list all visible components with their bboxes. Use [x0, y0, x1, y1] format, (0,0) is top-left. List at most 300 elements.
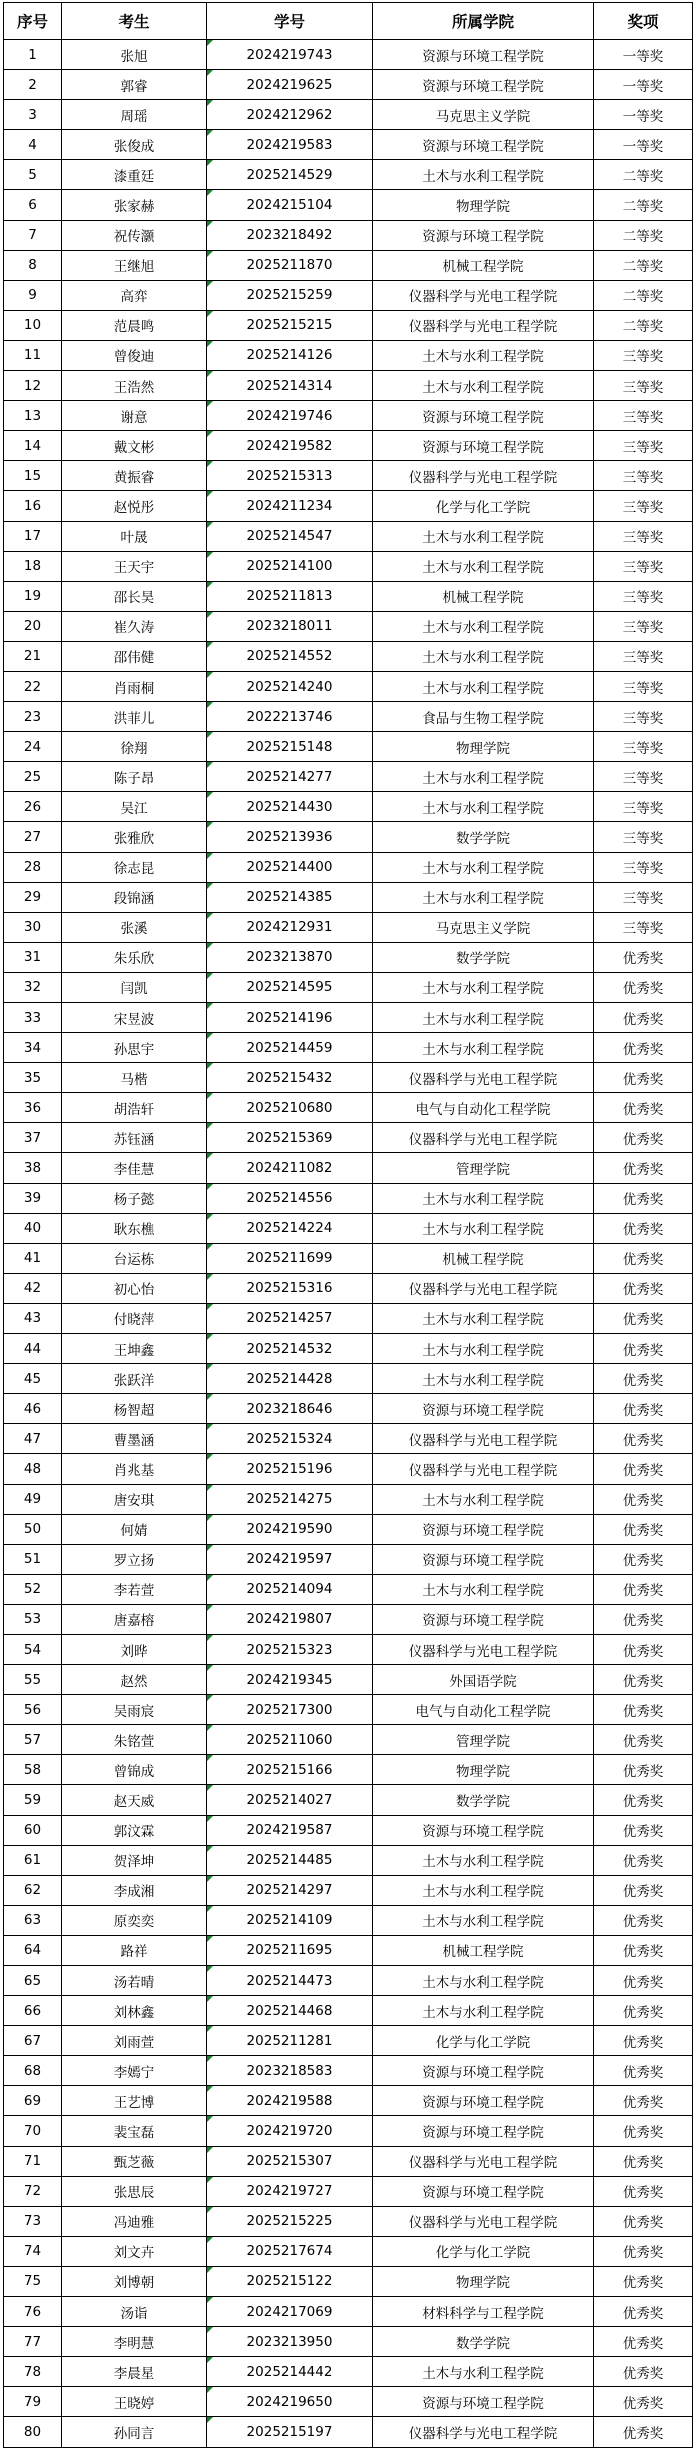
- cell-award: 优秀奖: [594, 1273, 693, 1303]
- cell-student-id: 2025214430: [207, 792, 373, 822]
- cell-college: 外国语学院: [373, 1665, 594, 1695]
- cell-index: 8: [4, 250, 62, 280]
- table-row: [4, 1695, 693, 1725]
- cell-student: 段锦涵: [62, 882, 207, 912]
- cell-student: 闫凯: [62, 972, 207, 1002]
- cell-index: 42: [4, 1273, 62, 1303]
- table-row: [4, 2116, 693, 2146]
- cell-student-id: 2024219587: [207, 1815, 373, 1845]
- cell-student: 王继旭: [62, 250, 207, 280]
- cell-college: 资源与环境工程学院: [373, 40, 594, 70]
- cell-student-id: 2025214428: [207, 1364, 373, 1394]
- cell-college: 机械工程学院: [373, 1935, 594, 1965]
- table-row: [4, 912, 693, 942]
- cell-index: 54: [4, 1634, 62, 1664]
- cell-student-id: 2025215324: [207, 1424, 373, 1454]
- cell-student: 邵伟健: [62, 641, 207, 671]
- cell-index: 78: [4, 2357, 62, 2387]
- cell-student: 曾俊迪: [62, 340, 207, 370]
- header-index: 序号: [4, 3, 62, 40]
- cell-award: 三等奖: [594, 732, 693, 762]
- cell-award: 一等奖: [594, 130, 693, 160]
- cell-index: 57: [4, 1725, 62, 1755]
- table-row: [4, 1273, 693, 1303]
- cell-index: 32: [4, 972, 62, 1002]
- cell-college: 土木与水利工程学院: [373, 340, 594, 370]
- cell-index: 61: [4, 1845, 62, 1875]
- cell-student-id: 2025215166: [207, 1755, 373, 1785]
- table-row: [4, 1996, 693, 2026]
- cell-index: 14: [4, 431, 62, 461]
- cell-student: 初心怡: [62, 1273, 207, 1303]
- table-row: [4, 1243, 693, 1273]
- cell-student: 陈子昂: [62, 762, 207, 792]
- table-row: [4, 1665, 693, 1695]
- table-row: [4, 2357, 693, 2387]
- cell-index: 68: [4, 2056, 62, 2086]
- cell-index: 1: [4, 40, 62, 70]
- cell-college: 仪器科学与光电工程学院: [373, 310, 594, 340]
- header-student-id: 学号: [207, 3, 373, 40]
- cell-award: 优秀奖: [594, 1093, 693, 1123]
- cell-award: 二等奖: [594, 250, 693, 280]
- cell-award: 二等奖: [594, 280, 693, 310]
- cell-college: 土木与水利工程学院: [373, 1183, 594, 1213]
- cell-college: 土木与水利工程学院: [373, 1364, 594, 1394]
- cell-college: 物理学院: [373, 190, 594, 220]
- cell-college: 仪器科学与光电工程学院: [373, 1424, 594, 1454]
- table-row: [4, 1033, 693, 1063]
- cell-student: 刘晔: [62, 1634, 207, 1664]
- cell-student: 宋昱波: [62, 1003, 207, 1033]
- cell-student-id: 2024211082: [207, 1153, 373, 1183]
- cell-student: 曹墨涵: [62, 1424, 207, 1454]
- award-list-sheet: [3, 2, 693, 2448]
- table-row: [4, 521, 693, 551]
- cell-index: 5: [4, 160, 62, 190]
- cell-award: 二等奖: [594, 310, 693, 340]
- cell-student: 漆重廷: [62, 160, 207, 190]
- cell-award: 三等奖: [594, 551, 693, 581]
- table-row: [4, 762, 693, 792]
- cell-index: 17: [4, 521, 62, 551]
- cell-college: 仪器科学与光电工程学院: [373, 2417, 594, 2447]
- cell-student-id: 2025214094: [207, 1574, 373, 1604]
- table-row: [4, 1845, 693, 1875]
- cell-award: 优秀奖: [594, 1334, 693, 1364]
- cell-student-id: 2025214100: [207, 551, 373, 581]
- cell-index: 58: [4, 1755, 62, 1785]
- cell-college: 物理学院: [373, 732, 594, 762]
- cell-student: 张跃洋: [62, 1364, 207, 1394]
- cell-student: 马楷: [62, 1063, 207, 1093]
- cell-index: 69: [4, 2086, 62, 2116]
- header-award: 奖项: [594, 3, 693, 40]
- cell-student: 邵长昊: [62, 581, 207, 611]
- table-row: [4, 1544, 693, 1574]
- cell-index: 4: [4, 130, 62, 160]
- cell-student-id: 2024219746: [207, 401, 373, 431]
- cell-index: 20: [4, 611, 62, 641]
- cell-index: 13: [4, 401, 62, 431]
- table-row: [4, 1875, 693, 1905]
- cell-student-id: 2025214314: [207, 371, 373, 401]
- table-row: [4, 551, 693, 581]
- cell-student-id: 2025214459: [207, 1033, 373, 1063]
- table-row: [4, 2236, 693, 2266]
- header-college: 所属学院: [373, 3, 594, 40]
- cell-college: 土木与水利工程学院: [373, 1966, 594, 1996]
- cell-college: 仪器科学与光电工程学院: [373, 461, 594, 491]
- table-row: [4, 100, 693, 130]
- cell-index: 44: [4, 1334, 62, 1364]
- cell-student-id: 2025217674: [207, 2236, 373, 2266]
- table-row: [4, 220, 693, 250]
- cell-student-id: 2025214109: [207, 1905, 373, 1935]
- cell-award: 优秀奖: [594, 2176, 693, 2206]
- cell-college: 土木与水利工程学院: [373, 1213, 594, 1243]
- cell-student-id: 2024212962: [207, 100, 373, 130]
- award-table: [3, 2, 693, 2448]
- table-row: [4, 190, 693, 220]
- cell-student-id: 2025215197: [207, 2417, 373, 2447]
- cell-index: 9: [4, 280, 62, 310]
- cell-student-id: 2024219597: [207, 1544, 373, 1574]
- cell-index: 34: [4, 1033, 62, 1063]
- cell-college: 数学学院: [373, 942, 594, 972]
- cell-college: 仪器科学与光电工程学院: [373, 1063, 594, 1093]
- cell-student: 李晨星: [62, 2357, 207, 2387]
- cell-student-id: 2025215148: [207, 732, 373, 762]
- cell-index: 37: [4, 1123, 62, 1153]
- cell-award: 优秀奖: [594, 1063, 693, 1093]
- table-row: [4, 1183, 693, 1213]
- cell-student: 路祥: [62, 1935, 207, 1965]
- header-student: 考生: [62, 3, 207, 40]
- cell-award: 优秀奖: [594, 2206, 693, 2236]
- cell-index: 52: [4, 1574, 62, 1604]
- cell-index: 47: [4, 1424, 62, 1454]
- cell-college: 资源与环境工程学院: [373, 130, 594, 160]
- cell-student: 刘博朝: [62, 2266, 207, 2296]
- cell-student: 曾锦成: [62, 1755, 207, 1785]
- cell-college: 土木与水利工程学院: [373, 1845, 594, 1875]
- cell-index: 23: [4, 702, 62, 732]
- cell-index: 39: [4, 1183, 62, 1213]
- cell-college: 土木与水利工程学院: [373, 160, 594, 190]
- cell-college: 马克思主义学院: [373, 100, 594, 130]
- cell-award: 优秀奖: [594, 942, 693, 972]
- cell-award: 优秀奖: [594, 1815, 693, 1845]
- cell-index: 49: [4, 1484, 62, 1514]
- cell-index: 12: [4, 371, 62, 401]
- cell-student-id: 2024219720: [207, 2116, 373, 2146]
- cell-index: 6: [4, 190, 62, 220]
- cell-student: 甄芝薇: [62, 2146, 207, 2176]
- cell-award: 一等奖: [594, 70, 693, 100]
- cell-student-id: 2025214297: [207, 1875, 373, 1905]
- cell-college: 资源与环境工程学院: [373, 401, 594, 431]
- cell-student-id: 2025211695: [207, 1935, 373, 1965]
- cell-award: 三等奖: [594, 461, 693, 491]
- table-row: [4, 1966, 693, 1996]
- table-row: [4, 1424, 693, 1454]
- cell-student: 赵天威: [62, 1785, 207, 1815]
- cell-index: 62: [4, 1875, 62, 1905]
- cell-student-id: 2024219590: [207, 1514, 373, 1544]
- cell-student-id: 2024219743: [207, 40, 373, 70]
- cell-award: 优秀奖: [594, 1544, 693, 1574]
- cell-index: 65: [4, 1966, 62, 1996]
- cell-college: 土木与水利工程学院: [373, 1996, 594, 2026]
- table-row: [4, 972, 693, 1002]
- cell-student-id: 2025214027: [207, 1785, 373, 1815]
- cell-award: 优秀奖: [594, 1634, 693, 1664]
- cell-student-id: 2023218011: [207, 611, 373, 641]
- cell-award: 优秀奖: [594, 1424, 693, 1454]
- cell-student: 原奕奕: [62, 1905, 207, 1935]
- cell-student: 苏钰涵: [62, 1123, 207, 1153]
- cell-award: 优秀奖: [594, 1574, 693, 1604]
- cell-index: 59: [4, 1785, 62, 1815]
- cell-student-id: 2025211870: [207, 250, 373, 280]
- cell-award: 优秀奖: [594, 2026, 693, 2056]
- table-row: [4, 641, 693, 671]
- cell-student: 杨子懿: [62, 1183, 207, 1213]
- table-row: [4, 1725, 693, 1755]
- table-row: [4, 1755, 693, 1785]
- cell-student-id: 2025214473: [207, 1966, 373, 1996]
- cell-index: 24: [4, 732, 62, 762]
- header-row: [4, 3, 693, 40]
- cell-student-id: 2023218583: [207, 2056, 373, 2086]
- cell-award: 三等奖: [594, 822, 693, 852]
- cell-index: 51: [4, 1544, 62, 1574]
- cell-student: 赵悦彤: [62, 491, 207, 521]
- cell-index: 66: [4, 1996, 62, 2026]
- cell-student: 崔久涛: [62, 611, 207, 641]
- cell-college: 马克思主义学院: [373, 912, 594, 942]
- cell-award: 三等奖: [594, 641, 693, 671]
- cell-award: 三等奖: [594, 882, 693, 912]
- table-row: [4, 882, 693, 912]
- table-row: [4, 1514, 693, 1544]
- cell-student: 张旭: [62, 40, 207, 70]
- cell-award: 三等奖: [594, 671, 693, 701]
- cell-index: 40: [4, 1213, 62, 1243]
- cell-index: 22: [4, 671, 62, 701]
- cell-college: 物理学院: [373, 2266, 594, 2296]
- cell-student-id: 2025214595: [207, 972, 373, 1002]
- cell-award: 优秀奖: [594, 1303, 693, 1333]
- table-row: [4, 40, 693, 70]
- cell-student: 高弈: [62, 280, 207, 310]
- cell-student-id: 2024215104: [207, 190, 373, 220]
- cell-student: 胡浩轩: [62, 1093, 207, 1123]
- table-row: [4, 2026, 693, 2056]
- cell-student: 郭睿: [62, 70, 207, 100]
- cell-award: 优秀奖: [594, 1755, 693, 1785]
- table-row: [4, 581, 693, 611]
- cell-award: 三等奖: [594, 431, 693, 461]
- cell-student: 汤诣: [62, 2297, 207, 2327]
- cell-student: 李成湘: [62, 1875, 207, 1905]
- table-row: [4, 461, 693, 491]
- table-row: [4, 280, 693, 310]
- table-row: [4, 2387, 693, 2417]
- table-row: [4, 310, 693, 340]
- cell-student-id: 2025211813: [207, 581, 373, 611]
- cell-student: 贺泽坤: [62, 1845, 207, 1875]
- cell-award: 三等奖: [594, 340, 693, 370]
- cell-student-id: 2023213870: [207, 942, 373, 972]
- cell-student-id: 2025214442: [207, 2357, 373, 2387]
- table-row: [4, 1213, 693, 1243]
- cell-student-id: 2025215215: [207, 310, 373, 340]
- table-row: [4, 1123, 693, 1153]
- cell-student-id: 2025214529: [207, 160, 373, 190]
- table-row: [4, 2327, 693, 2357]
- table-row: [4, 732, 693, 762]
- table-row: [4, 1153, 693, 1183]
- cell-award: 优秀奖: [594, 2266, 693, 2296]
- cell-student-id: 2025214485: [207, 1845, 373, 1875]
- cell-college: 资源与环境工程学院: [373, 431, 594, 461]
- cell-student: 黄振睿: [62, 461, 207, 491]
- cell-student-id: 2024219345: [207, 1665, 373, 1695]
- table-row: [4, 1484, 693, 1514]
- table-row: [4, 2297, 693, 2327]
- cell-student: 肖兆基: [62, 1454, 207, 1484]
- cell-college: 仪器科学与光电工程学院: [373, 1454, 594, 1484]
- cell-student-id: 2022213746: [207, 702, 373, 732]
- cell-student-id: 2025213936: [207, 822, 373, 852]
- cell-student: 王艺博: [62, 2086, 207, 2116]
- cell-college: 土木与水利工程学院: [373, 641, 594, 671]
- cell-student-id: 2025211060: [207, 1725, 373, 1755]
- cell-award: 优秀奖: [594, 2417, 693, 2447]
- cell-award: 三等奖: [594, 611, 693, 641]
- cell-student-id: 2025214532: [207, 1334, 373, 1364]
- table-row: [4, 2146, 693, 2176]
- cell-index: 10: [4, 310, 62, 340]
- cell-index: 2: [4, 70, 62, 100]
- cell-award: 优秀奖: [594, 1935, 693, 1965]
- cell-award: 三等奖: [594, 702, 693, 732]
- cell-index: 46: [4, 1394, 62, 1424]
- cell-index: 53: [4, 1604, 62, 1634]
- cell-award: 一等奖: [594, 40, 693, 70]
- cell-award: 二等奖: [594, 190, 693, 220]
- table-row: [4, 70, 693, 100]
- cell-award: 优秀奖: [594, 1695, 693, 1725]
- cell-college: 管理学院: [373, 1153, 594, 1183]
- cell-student-id: 2025214275: [207, 1484, 373, 1514]
- table-row: [4, 1093, 693, 1123]
- cell-college: 土木与水利工程学院: [373, 1574, 594, 1604]
- cell-student: 徐翔: [62, 732, 207, 762]
- cell-student-id: 2024211234: [207, 491, 373, 521]
- cell-student: 张思辰: [62, 2176, 207, 2206]
- cell-college: 资源与环境工程学院: [373, 2056, 594, 2086]
- cell-college: 土木与水利工程学院: [373, 972, 594, 1002]
- cell-college: 材料科学与工程学院: [373, 2297, 594, 2327]
- cell-student-id: 2025214547: [207, 521, 373, 551]
- cell-student: 范晨鸣: [62, 310, 207, 340]
- cell-award: 优秀奖: [594, 1966, 693, 1996]
- cell-award: 优秀奖: [594, 1514, 693, 1544]
- cell-student: 王晓婷: [62, 2387, 207, 2417]
- cell-student-id: 2024217069: [207, 2297, 373, 2327]
- cell-college: 管理学院: [373, 1725, 594, 1755]
- cell-college: 资源与环境工程学院: [373, 2116, 594, 2146]
- cell-college: 机械工程学院: [373, 250, 594, 280]
- cell-student: 周瑶: [62, 100, 207, 130]
- cell-award: 优秀奖: [594, 1213, 693, 1243]
- cell-index: 70: [4, 2116, 62, 2146]
- cell-student-id: 2025214552: [207, 641, 373, 671]
- table-row: [4, 1785, 693, 1815]
- cell-award: 优秀奖: [594, 1905, 693, 1935]
- cell-award: 优秀奖: [594, 1875, 693, 1905]
- cell-index: 72: [4, 2176, 62, 2206]
- cell-index: 50: [4, 1514, 62, 1544]
- cell-award: 优秀奖: [594, 1364, 693, 1394]
- cell-award: 优秀奖: [594, 1845, 693, 1875]
- cell-award: 三等奖: [594, 371, 693, 401]
- cell-award: 优秀奖: [594, 1725, 693, 1755]
- cell-student: 祝传灏: [62, 220, 207, 250]
- cell-college: 土木与水利工程学院: [373, 1905, 594, 1935]
- cell-award: 优秀奖: [594, 2056, 693, 2086]
- table-row: [4, 852, 693, 882]
- cell-college: 资源与环境工程学院: [373, 70, 594, 100]
- cell-index: 26: [4, 792, 62, 822]
- cell-student: 肖雨桐: [62, 671, 207, 701]
- cell-index: 75: [4, 2266, 62, 2296]
- table-row: [4, 401, 693, 431]
- cell-college: 土木与水利工程学院: [373, 671, 594, 701]
- cell-award: 优秀奖: [594, 1033, 693, 1063]
- cell-student: 汤若晴: [62, 1966, 207, 1996]
- cell-college: 土木与水利工程学院: [373, 1033, 594, 1063]
- cell-college: 数学学院: [373, 1785, 594, 1815]
- cell-award: 三等奖: [594, 521, 693, 551]
- cell-student-id: 2025214556: [207, 1183, 373, 1213]
- cell-student-id: 2024219807: [207, 1604, 373, 1634]
- cell-index: 28: [4, 852, 62, 882]
- cell-student-id: 2025215323: [207, 1634, 373, 1664]
- cell-college: 资源与环境工程学院: [373, 1604, 594, 1634]
- cell-college: 电气与自动化工程学院: [373, 1695, 594, 1725]
- cell-award: 优秀奖: [594, 1003, 693, 1033]
- cell-award: 优秀奖: [594, 1996, 693, 2026]
- cell-student-id: 2025215259: [207, 280, 373, 310]
- table-row: [4, 1634, 693, 1664]
- cell-student: 刘文卉: [62, 2236, 207, 2266]
- cell-student: 李明慧: [62, 2327, 207, 2357]
- cell-student: 叶晟: [62, 521, 207, 551]
- cell-student-id: 2025214126: [207, 340, 373, 370]
- table-row: [4, 1063, 693, 1093]
- cell-student: 吴江: [62, 792, 207, 822]
- cell-award: 优秀奖: [594, 2357, 693, 2387]
- cell-college: 资源与环境工程学院: [373, 220, 594, 250]
- cell-student-id: 2025214468: [207, 1996, 373, 2026]
- cell-college: 土木与水利工程学院: [373, 521, 594, 551]
- cell-college: 仪器科学与光电工程学院: [373, 1634, 594, 1664]
- cell-student-id: 2025214224: [207, 1213, 373, 1243]
